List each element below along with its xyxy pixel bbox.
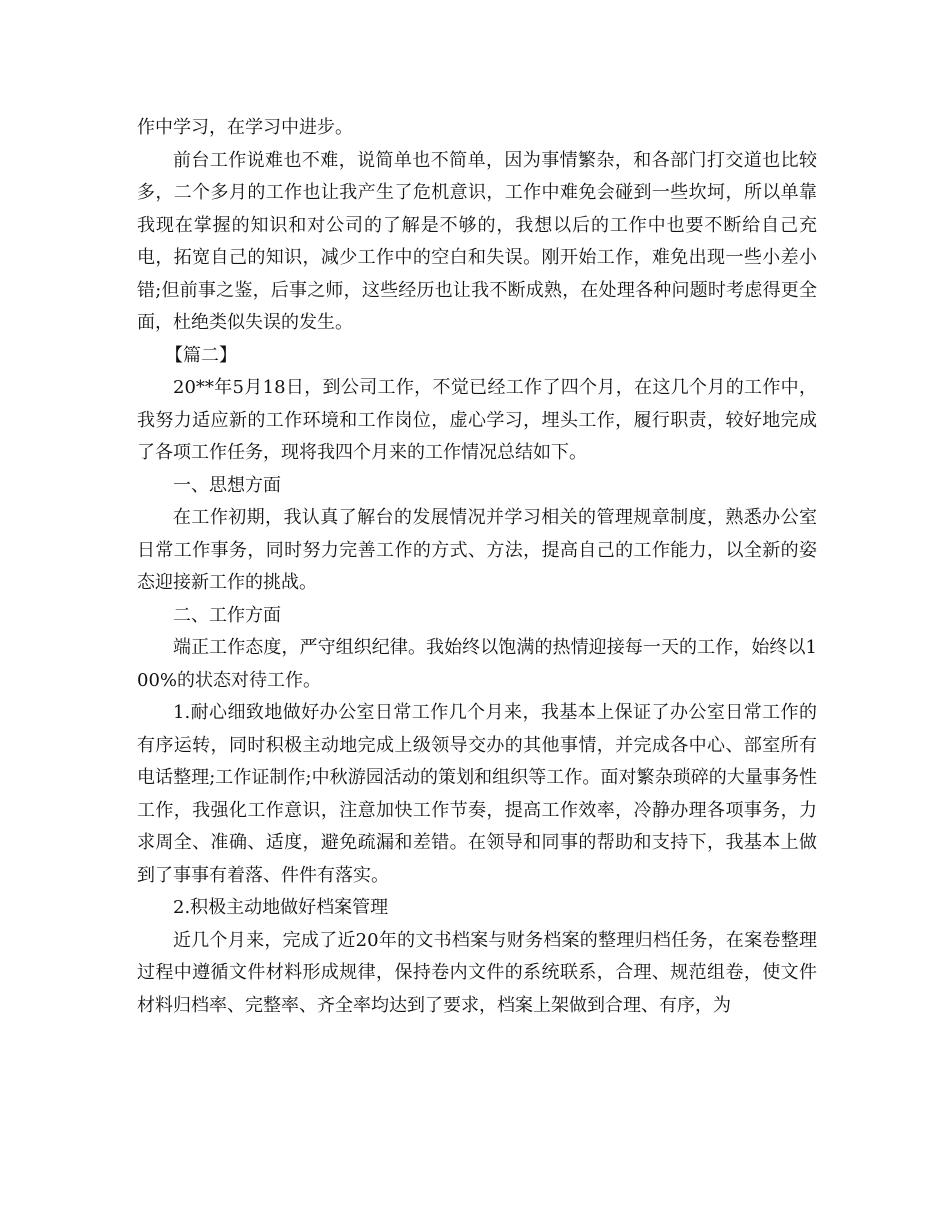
heading-archive-management: 2.积极主动地做好档案管理 [173,897,389,918]
heading-thought-aspect: 一、思想方面 [173,474,281,496]
document-body [137,112,817,1022]
heading-work-aspect: 二、工作方面 [173,604,281,626]
paragraph-introduction: 20**年5月18日，到公司工作，不觉已经工作了四个月，在这几个月的工作中，我努力适应新的工作环境和工作岗位，虚心学习，埋头工作，履行职责，较好地完成了各项工作任务，现将我四个月来的工作情况总结如下。 [137,377,817,463]
paragraph-front-desk-work: 前台工作说难也不难，说简单也不简单，因为事情繁杂，和各部门打交道也比较多，二个多月的工作也让我产生了危机意识，工作中难免会碰到一些坎坷，所以单靠我现在掌握的知识和对公司的了解是不够的，我想以后的工作中也要不断给自己充电，拓宽自己的知识，减少工作中的空白和失误。刚开始工作，难免出现一些小差小错;但前事之鉴，后事之师，这些经历也让我不断成熟，在处理各种问题时考虑得更全面，杜绝类似失误的发生。 [137,149,817,333]
paragraph-daily-office-work: 1.耐心细致地做好办公室日常工作几个月来，我基本上保证了办公室日常工作的有序运转，同时积极主动地完成上级领导交办的其他事情，并完成各中心、部室所有电话整理;工作证制作;中秋游园活动的策划和组织等工作。面对繁杂琐碎的大量事务性工作，我强化工作意识，注意加快工作节奏，提高工作效率，冷静办理各项事务，力求周全、准确、适度，避免疏漏和差错。在领导和同事的帮助和支持下，我基本上做到了事事有着落、件件有落实。 [137,702,817,886]
paragraph-thought-aspect: 在工作初期，我认真了解台的发展情况并学习相关的管理规章制度，熟悉办公室日常工作事务，同时努力完善工作的方式、方法，提高自己的工作能力，以全新的姿态迎接新工作的挑战。 [137,507,817,593]
section-title-part-two: 【篇二】 [165,344,237,366]
paragraph-work-attitude: 端正工作态度，严守组织纪律。我始终以饱满的热情迎接每一天的工作，始终以100%的状态对待工作。 [137,637,817,691]
paragraph-archive-management: 近几个月来，完成了近20年的文书档案与财务档案的整理归档任务，在案卷整理过程中遵循文件材料形成规律，保持卷内文件的系统联系，合理、规范组卷，使文件材料归档率、完整率、齐全率均达到了要求，档案上架做到合理、有序，为 [137,929,817,1016]
paragraph-continuation: 作中学习，在学习中进步。 [137,117,353,138]
